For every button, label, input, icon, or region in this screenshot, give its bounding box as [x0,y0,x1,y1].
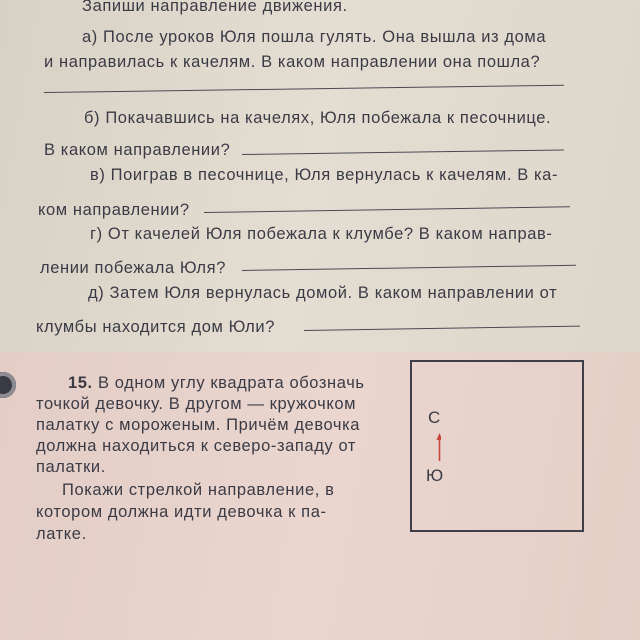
task-a-line-1: а) После уроков Юля пошла гулять. Она вышла из дома [82,28,547,46]
section-header: Запиши направление движения. [82,0,348,15]
task-g-line-1: г) От качелей Юля побежала к клумбе? В каком направ- [90,225,553,243]
answer-line-v[interactable] [204,206,570,213]
task-15-line-1 [68,374,365,393]
task-a-line-2: и направилась к качелям. В каком направлении она пошла? [44,53,541,71]
compass-south-label: Ю [426,466,444,485]
task-v-line-2: ком направлении? [38,201,190,219]
answer-line-b[interactable] [242,150,564,155]
task-15-line-5: палатки. [36,458,106,476]
task-15-line-7: котором должна идти девочка к па- [36,503,327,521]
task-b-line-2: В каком направлении? [44,141,231,159]
task-g-line-2: лении побежала Юля? [40,259,226,277]
task-d-line-2: клумбы находится дом Юли? [36,318,275,336]
task-15-line-3: палатку с мороженым. Причём девочка [36,416,361,434]
answer-line-g[interactable] [242,265,576,271]
task-15-line-8: латке. [36,525,87,543]
task-d-line-1: д) Затем Юля вернулась домой. В каком направлении от [88,284,558,302]
task-15-line-2: точкой девочку. В другом — кружочком [36,395,357,413]
north-arrow-icon [431,433,441,461]
task-b-line-1: б) Покачавшись на качелях, Юля побежала к песочнице. [84,109,552,127]
compass-north-label: С [428,408,441,427]
task-15-line-4: должна находиться к северо-западу от [36,437,357,455]
task-15-text-1: В одном углу квадрата обозначь [97,374,365,392]
task-15-number: 15. [68,374,93,392]
task-v-line-1: в) Поиграв в песочнице, Юля вернулась к качелям. В ка- [90,166,559,184]
task-15-line-6: Покажи стрелкой направление, в [62,481,335,499]
answer-line-a[interactable] [44,85,564,93]
answer-line-d[interactable] [304,326,580,331]
